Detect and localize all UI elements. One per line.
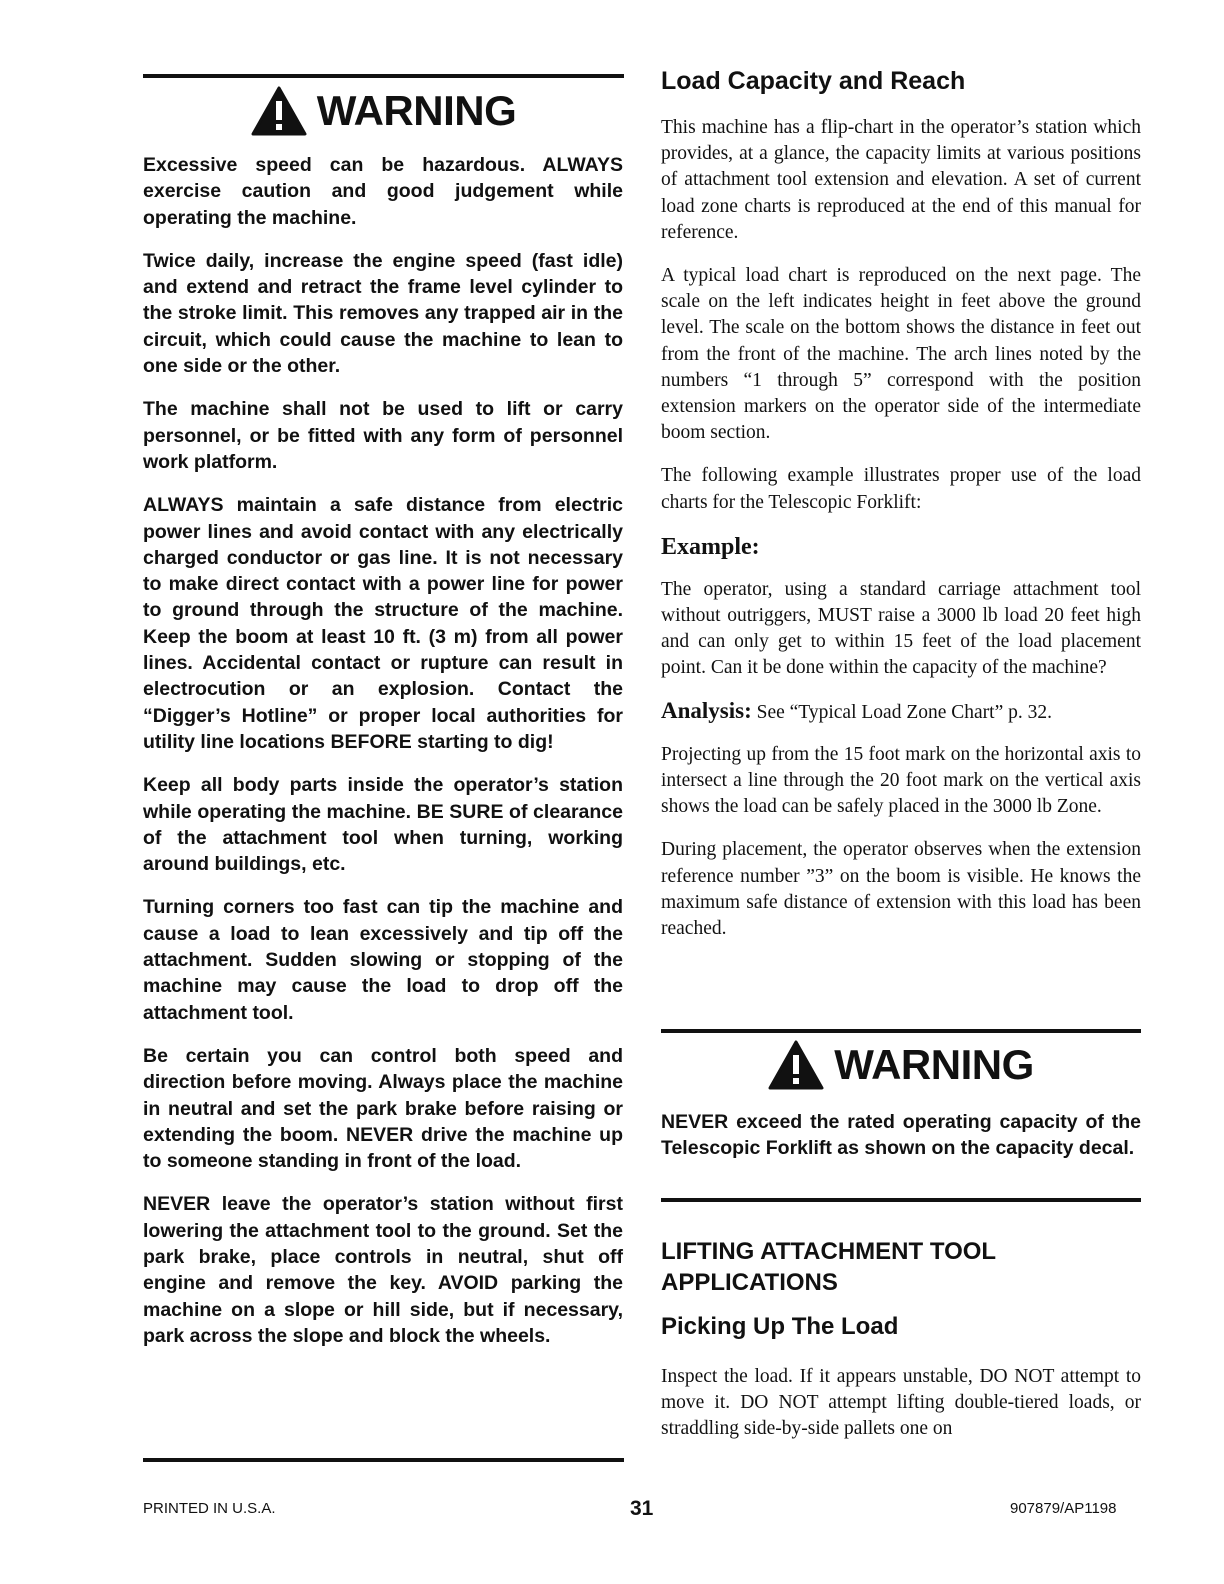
warning-paragraph: Twice daily, increase the engine speed (fast idle) and extend and retract the frame level cylinder to the stroke limit. This removes any trapped air in the circuit, which could cause the machine to lean to one side or the other.: [143, 249, 623, 378]
example-heading: Example:: [661, 533, 760, 560]
body-paragraph: During placement, the operator observes when the extension reference number ”3” on the boom is visible. He knows the maximum safe distance of extension with this load has been reached.: [661, 839, 1141, 940]
warning-bottom-rule-right: [661, 1198, 1141, 1202]
warning-triangle-icon: [768, 1040, 824, 1090]
warning-paragraph: Turning corners too fast can tip the machine and cause a load to lean excessively and tip off the attachment. Sudden slowing or stopping of the machine may cause the load to drop off the attachment tool.: [143, 896, 623, 1024]
top-rule-left: [143, 74, 624, 78]
load-capacity-heading: Load Capacity and Reach: [661, 67, 966, 95]
lifting-section-heading: LIFTING ATTACHMENT TOOL APPLICATIONS: [661, 1238, 997, 1296]
footer-doc-number: 907879/AP1198: [1010, 1500, 1117, 1517]
analysis-text: See “Typical Load Zone Chart” p. 32.: [756, 701, 1052, 723]
analysis-paragraph: [661, 698, 1141, 726]
warning-header-right: [661, 1040, 1141, 1090]
warning-paragraph: Be certain you can control both speed and direction before moving. Always place the machine in neutral and set the park brake before raising or extending the boom. NEVER drive the machine up to someone standing in front of the load.: [143, 1044, 623, 1173]
body-paragraph: This machine has a flip-chart in the operator’s station which provides, at a glance, the capacity limits at various positions of attachment tool extension and elevation. A set of current load zone charts is reproduced at the end of this manual for reference.: [661, 117, 1141, 243]
picking-up-heading: Picking Up The Load: [661, 1313, 899, 1340]
warning-paragraph: The machine shall not be used to lift or carry personnel, or be fitted with any form of personnel work platform.: [143, 398, 623, 473]
example-paragraph: The operator, using a standard carriage attachment tool without outriggers, MUST raise a 3000 lb load 20 feet high and can only get to within 15 feet of the load placement point. Can it be done within the capacity of the machine?: [661, 578, 1141, 679]
warning-paragraph: NEVER leave the operator’s station without first lowering the attachment tool to the ground. Set the park brake, place controls in neutral, shut off engine and remove the key. AVOID parking the machine on a slope or hill side, but if necessary, park across the slope and block the wheels.: [143, 1193, 623, 1347]
warning-top-rule-right: [661, 1029, 1141, 1033]
left-warning-body: [143, 152, 623, 1366]
warning-paragraph: Excessive speed can be hazardous. ALWAYS exercise caution and good judgement while operating the machine.: [143, 154, 623, 229]
page-number: 31: [630, 1497, 654, 1520]
right-column: [661, 66, 1141, 959]
warning-paragraph: ALWAYS maintain a safe distance from electric power lines and avoid contact with any electrically charged conductor or gas line. It is not necessary to make direct contact with a power line for power to ground through the structure of the machine. Keep the boom at least 10 ft. (3 m) from all power lines. Accidental contact or rupture can result in electrocution or an explosion. Contact the “Digger’s Hotline” or proper local authorities for utility line locations BEFORE starting to dig!: [143, 494, 623, 753]
right-warning-body: [661, 1109, 1141, 1179]
bottom-rule-left: [143, 1458, 624, 1462]
body-paragraph: Inspect the load. If it appears unstable, DO NOT attempt to move it. DO NOT attempt lifting double-tiered loads, or straddling side-by-side pallets one on: [661, 1366, 1141, 1440]
capacity-warning-text: NEVER exceed the rated operating capacity of the Telescopic Forklift as shown on the capacity decal.: [661, 1111, 1141, 1160]
warning-title: WARNING: [834, 1041, 1034, 1088]
warning-title: WARNING: [316, 87, 517, 134]
lifting-section: [661, 1236, 1141, 1460]
warning-paragraph: Keep all body parts inside the operator’s station while operating the machine. BE SURE of clearance of the attachment tool when turning, working around buildings, etc.: [143, 774, 623, 876]
footer-printed: PRINTED IN U.S.A.: [143, 1500, 276, 1517]
body-paragraph: Projecting up from the 15 foot mark on the horizontal axis to intersect a line through the 20 foot mark on the vertical axis shows the load can be safely placed in the 3000 lb Zone.: [661, 743, 1141, 818]
analysis-label: Analysis:: [661, 697, 752, 723]
body-paragraph: The following example illustrates proper use of the load charts for the Telescopic Forklift:: [661, 465, 1141, 513]
warning-triangle-icon: [251, 86, 307, 136]
warning-header-left: [143, 86, 624, 136]
body-paragraph: A typical load chart is reproduced on the next page. The scale on the left indicates height in feet above the ground level. The scale on the bottom shows the distance in feet out from the front of the machine. The arch lines noted by the numbers “1 through 5” correspond with the position extension markers on the operator side of the intermediate boom section.: [661, 265, 1141, 444]
